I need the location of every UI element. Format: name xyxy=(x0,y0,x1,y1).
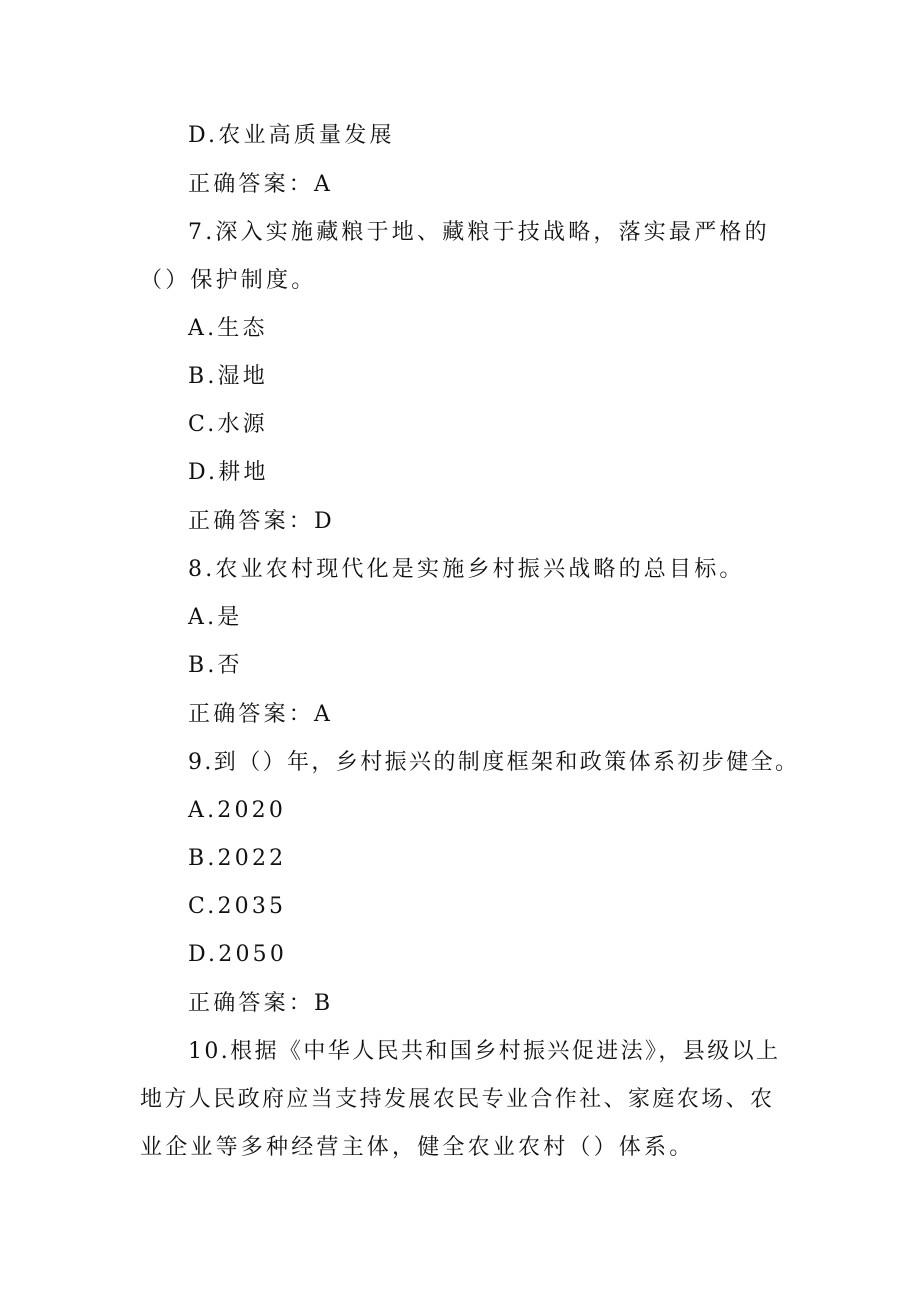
answer-q9: 正确答案：B xyxy=(188,991,334,1016)
question-9: 9.到（）年，乡村振兴的制度框架和政策体系初步健全。 xyxy=(188,750,800,775)
option-b-q8: B.否 xyxy=(188,653,243,678)
option-a-q7: A.生态 xyxy=(188,316,268,341)
option-b-q9: B.2022 xyxy=(188,846,287,871)
answer-q6: 正确答案：A xyxy=(188,172,334,197)
question-10-line-2: 地方人民政府应当支持发展农民专业合作社、家庭农场、农 xyxy=(140,1087,775,1112)
question-7-line-2: （）保护制度。 xyxy=(140,268,317,293)
option-b-q7: B.湿地 xyxy=(188,364,268,389)
option-d-q7: D.耕地 xyxy=(188,460,269,485)
option-a-q8: A.是 xyxy=(188,605,243,630)
answer-q7: 正确答案：D xyxy=(188,509,335,534)
question-7-line-1: 7.深入实施藏粮于地、藏粮于技战略，落实最严格的 xyxy=(188,220,770,245)
answer-q8: 正确答案：A xyxy=(188,702,334,727)
option-c-q7: C.水源 xyxy=(188,412,268,437)
option-d-q6: D.农业高质量发展 xyxy=(188,123,395,148)
option-d-q9: D.2050 xyxy=(188,942,288,967)
question-10-line-3: 业企业等多种经营主体，健全农业农村（）体系。 xyxy=(140,1135,695,1160)
question-8: 8.农业农村现代化是实施乡村振兴战略的总目标。 xyxy=(188,557,745,582)
option-c-q9: C.2035 xyxy=(188,894,287,919)
option-a-q9: A.2020 xyxy=(188,798,287,823)
question-10-line-1: 10.根据《中华人民共和国乡村振兴促进法》，县级以上 xyxy=(188,1039,781,1064)
